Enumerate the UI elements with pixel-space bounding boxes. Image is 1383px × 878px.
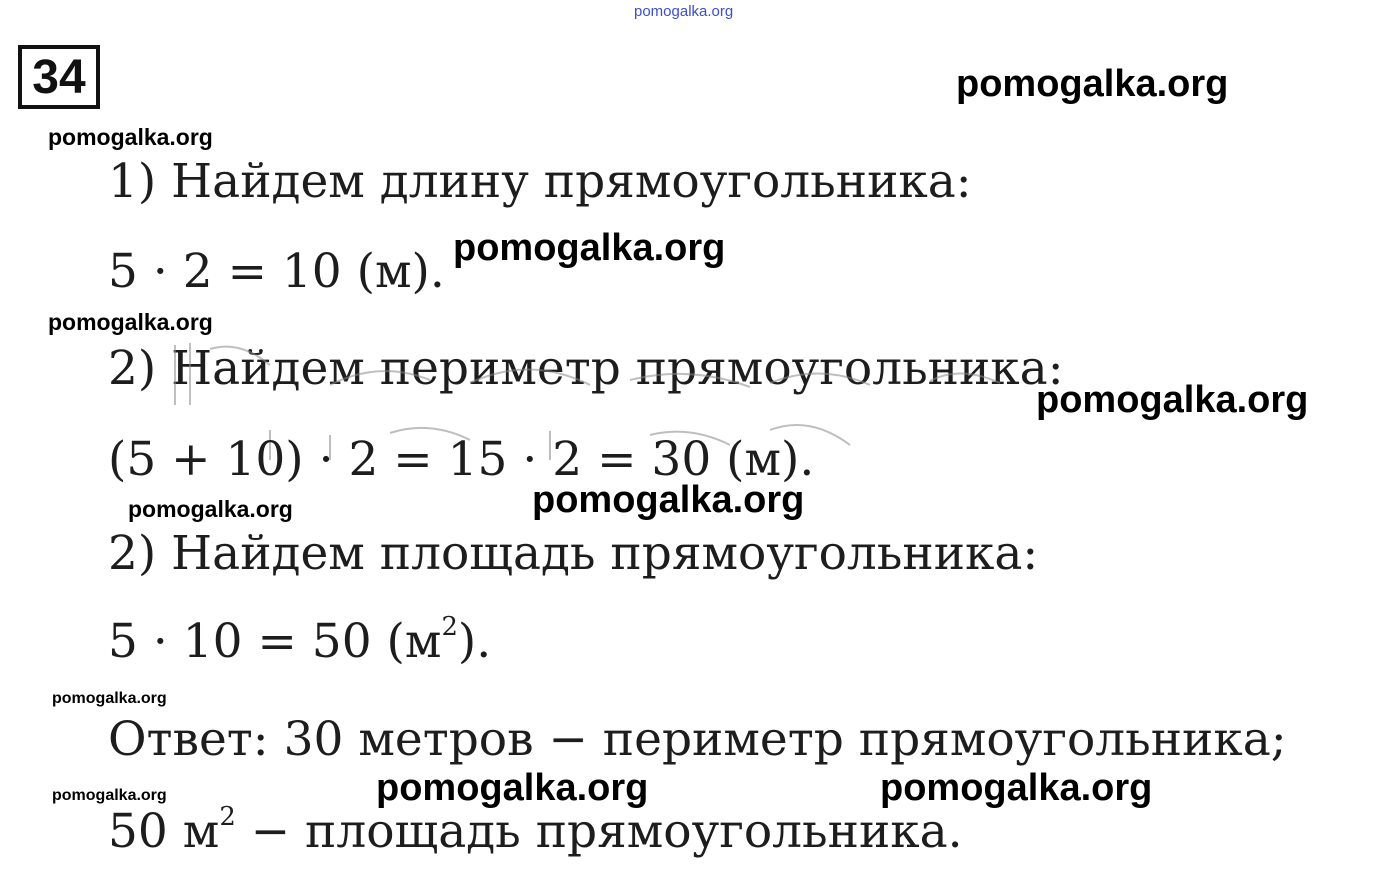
watermark: pomogalka.org	[48, 309, 213, 335]
step-3-calculation	[108, 612, 492, 669]
watermark: pomogalka.org	[880, 767, 1153, 809]
step-1-title: 1) Найдем длину прямоугольника:	[108, 154, 972, 209]
step-3-calc-end: ).	[457, 614, 492, 669]
step-2-title: 2) Найдем периметр прямоугольника:	[108, 341, 1064, 396]
step-3-title: 2) Найдем площадь прямоугольника:	[108, 526, 1039, 581]
watermark: pomogalka.org	[376, 767, 649, 809]
watermark: pomogalka.org	[956, 63, 1229, 105]
watermark: pomogalka.org	[453, 227, 726, 269]
watermark: pomogalka.org	[52, 690, 167, 707]
watermark: pomogalka.org	[52, 787, 167, 804]
watermark: pomogalka.org	[1036, 379, 1309, 421]
watermark: pomogalka.org	[532, 479, 805, 521]
answer-line-2-exponent: 2	[219, 802, 236, 833]
step-3-calc-main: 5 · 10 = 50 (м	[108, 614, 442, 669]
step-3-calc-exponent: 2	[441, 612, 458, 643]
watermark: pomogalka.org	[634, 3, 734, 20]
answer-line-2-end: − площадь прямоугольника.	[235, 804, 963, 859]
answer-line-2-main: 50 м	[108, 804, 220, 859]
watermark: pomogalka.org	[128, 496, 293, 522]
step-1-calculation: 5 · 2 = 10 (м).	[108, 244, 445, 299]
watermark: pomogalka.org	[48, 124, 213, 150]
answer-line-2	[108, 802, 963, 859]
task-number: 34	[32, 50, 86, 104]
step-2-calculation: (5 + 10) · 2 = 15 · 2 = 30 (м).	[108, 432, 815, 487]
task-number-box	[18, 45, 100, 109]
answer-line-1: Ответ: 30 метров − периметр прямоугольника;	[108, 712, 1287, 767]
